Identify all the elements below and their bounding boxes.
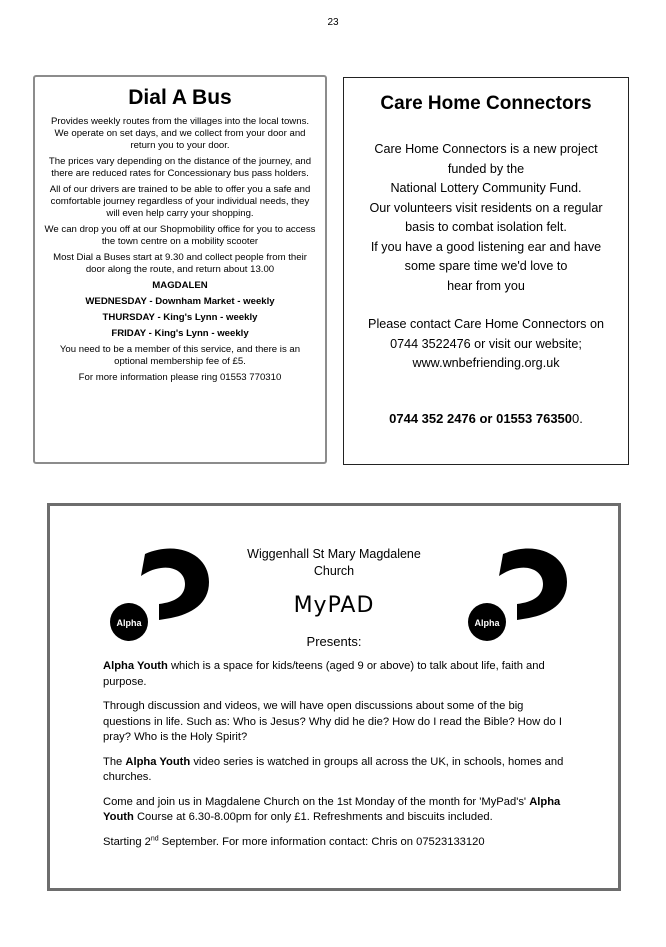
- route-label: - King's Lynn - weekly: [145, 328, 249, 339]
- alpha-text: September. For more information contact: Chris on 07523133120: [158, 835, 485, 848]
- care-home-contact-line: 0744 3522476 or visit our website;: [390, 336, 582, 351]
- alpha-paragraph: [103, 835, 573, 851]
- alpha-paragraph: Through discussion and videos, we will have open discussions about some of the big questions in life. Such as: Who is Jesus? Why did he die? How do I read the Bible? How do I pray? Who is the Holy Spirit?: [103, 700, 562, 743]
- phones-tail: 0.: [572, 410, 583, 426]
- page-number: 23: [327, 17, 339, 28]
- day-label: THURSDAY: [102, 312, 155, 323]
- mypad-logo: MyPAD: [293, 593, 375, 618]
- dial-a-bus-phone: For more information please ring 01553 770310: [78, 372, 282, 383]
- care-home-line: National Lottery Community Fund.: [390, 181, 582, 195]
- alpha-paragraph: [103, 659, 573, 690]
- church-name-line: Church: [313, 564, 355, 578]
- alpha-text: video series is watched in groups all across the UK, in schools, homes and churches.: [103, 755, 564, 783]
- care-home-line: Care Home Connectors is a new project: [374, 142, 598, 156]
- alpha-youth-panel: [47, 503, 621, 891]
- alpha-paragraph: [103, 795, 573, 826]
- alpha-youth-bold: Alpha Youth: [103, 795, 561, 823]
- care-home-website: www.wnbefriending.org.uk: [412, 356, 560, 370]
- care-home-phones: [350, 409, 622, 429]
- alpha-text: Come and join us in Magdalene Church on the 1st Monday of the month for 'MyPad's': [103, 795, 530, 808]
- alpha-text: which is a space for kids/teens (aged 9 or above) to talk about life, faith and purpose.: [103, 660, 545, 688]
- care-home-contact: [350, 315, 622, 374]
- alpha-sup: nd: [150, 834, 159, 842]
- care-home-line: Our volunteers visit residents on a regular: [369, 200, 603, 215]
- route-label: - King's Lynn - weekly: [154, 312, 258, 323]
- care-home-line: If you have a good listening ear and have: [370, 239, 602, 254]
- dial-a-bus-area: MAGDALEN: [152, 280, 208, 291]
- dial-a-bus-prices: The prices vary depending on the distance of the journey, and there are reduced rates for Concessionary bus pass holders.: [48, 156, 312, 179]
- dial-a-bus-thursday: [43, 312, 317, 324]
- care-home-line: some spare time we'd love to: [404, 259, 568, 273]
- dial-a-bus-membership: You need to be a member of this service, and there is an optional membership fee of £5.: [59, 344, 301, 367]
- care-home-line: hear from you: [447, 278, 525, 293]
- alpha-paragraph: [103, 755, 573, 786]
- dial-a-bus-wednesday: [43, 296, 317, 308]
- alpha-text: Starting 2: [103, 835, 151, 848]
- dial-a-bus-panel: [33, 75, 327, 464]
- day-label: WEDNESDAY: [85, 296, 147, 307]
- presents-label: Presents:: [306, 634, 362, 649]
- alpha-text: The: [103, 755, 126, 768]
- alpha-question-mark-icon: [463, 544, 573, 644]
- dial-a-bus-times: Most Dial a Buses start at 9.30 and collect people from their door along the route, and return about 13.00: [53, 252, 307, 275]
- dial-a-bus-intro: Provides weekly routes from the villages into the local towns. We operate on set days, and we collect from your door and return you to your door.: [50, 116, 310, 151]
- care-home-line: funded by the: [447, 161, 525, 176]
- care-home-line: basis to combat isolation felt.: [405, 220, 567, 234]
- alpha-text: Course at 6.30-8.00pm for only £1. Refreshments and biscuits included.: [133, 811, 493, 823]
- care-home-contact-line: Please contact Care Home Connectors on: [368, 317, 604, 331]
- dial-a-bus-shopmobility: We can drop you off at our Shopmobility office for you to access the town centre on a mobility scooter: [44, 224, 316, 247]
- dial-a-bus-title: Dial A Bus: [128, 86, 232, 109]
- phones-bold: 0744 352 2476 or 01553 76350: [389, 410, 573, 426]
- alpha-youth-bold: Alpha Youth: [125, 755, 191, 768]
- route-label: - Downham Market - weekly: [146, 296, 275, 307]
- alpha-logo-text: Alpha: [474, 618, 500, 628]
- alpha-youth-bold: Alpha Youth: [103, 660, 168, 672]
- alpha-youth-body: [103, 659, 573, 859]
- alpha-logo-text: Alpha: [116, 618, 142, 628]
- care-home-title: Care Home Connectors: [380, 93, 592, 114]
- dial-a-bus-friday: [43, 328, 317, 340]
- care-home-panel: [343, 77, 629, 465]
- dial-a-bus-drivers: All of our drivers are trained to be able to offer you a safe and comfortable journey regardless of your individual needs, they will even help carry your shopping.: [49, 184, 311, 219]
- church-name-line: Wiggenhall St Mary Magdalene: [247, 547, 421, 561]
- day-label: FRIDAY: [111, 328, 146, 339]
